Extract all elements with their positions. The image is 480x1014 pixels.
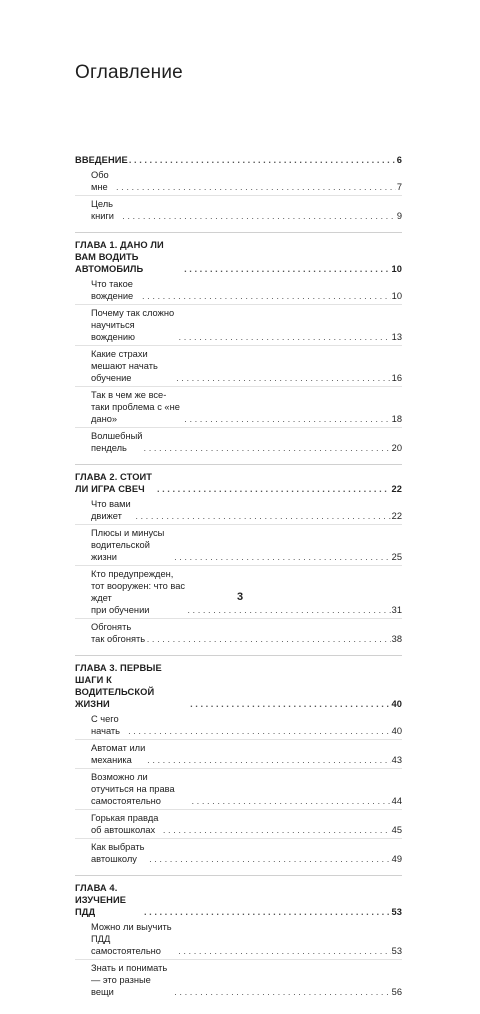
- dot-leader: [128, 725, 391, 737]
- entry-title: Что вами движет: [91, 499, 131, 521]
- entry-title: Возможно ли отучиться на права самостоятельно: [91, 772, 175, 806]
- toc-entry[interactable]: [75, 169, 402, 196]
- toc-entry[interactable]: [75, 430, 402, 456]
- entry-title: Знать и понимать — это разные вещи: [91, 963, 168, 997]
- toc-entry[interactable]: [75, 527, 402, 566]
- entry-page: 49: [391, 854, 402, 864]
- page-title: Оглавление: [75, 62, 183, 83]
- dot-leader: [122, 210, 396, 222]
- entry-title: Кто предупрежден, тот вооружен: что вас ждет при обучении: [91, 569, 186, 615]
- toc-entry[interactable]: [75, 841, 402, 867]
- dot-leader: [174, 551, 391, 563]
- entry-page: 20: [391, 443, 402, 453]
- toc-entry[interactable]: [75, 742, 402, 769]
- entry-title: Волшебный пендель: [91, 431, 143, 453]
- dot-leader: [149, 853, 391, 865]
- entry-page: 53: [391, 946, 402, 956]
- entry-title: Так в чем же все-таки проблема с «не дано»: [91, 390, 180, 424]
- entry-title: Какие страхи мешают начать обучение: [91, 349, 158, 383]
- toc-entry[interactable]: [75, 307, 402, 346]
- toc-chapter: [75, 882, 402, 1008]
- entry-page: 25: [391, 552, 402, 562]
- dot-leader: [187, 604, 390, 616]
- entry-page: 10: [391, 291, 402, 301]
- dot-leader: [157, 483, 391, 495]
- entry-page: 9: [396, 211, 402, 221]
- dot-leader: [174, 986, 390, 998]
- toc-entry[interactable]: [75, 498, 402, 525]
- dot-leader: [135, 510, 390, 522]
- chapter-page: 53: [391, 907, 402, 917]
- page-number: 3: [236, 591, 244, 603]
- toc-chapter: [75, 239, 402, 465]
- toc-entry[interactable]: [75, 348, 402, 387]
- chapter-title: ВВЕДЕНИЕ: [75, 155, 128, 165]
- dot-leader: [178, 945, 390, 957]
- chapter-heading[interactable]: [75, 662, 402, 710]
- entry-page: 38: [391, 634, 402, 644]
- dot-leader: [142, 290, 391, 302]
- toc-entry[interactable]: [75, 962, 402, 1000]
- chapter-page: 40: [391, 699, 402, 709]
- chapter-page: 10: [391, 264, 402, 274]
- entry-title: Обгонять так обгонять: [91, 622, 146, 644]
- toc-chapter: [75, 471, 402, 656]
- entry-title: Обо мне: [91, 170, 109, 192]
- entry-title: Горькая правда об автошколах: [91, 813, 159, 835]
- toc-entry[interactable]: [75, 278, 402, 305]
- toc-entry[interactable]: [75, 921, 402, 960]
- entry-title: Что такое вождение: [91, 279, 134, 301]
- dot-leader: [184, 413, 390, 425]
- dot-leader: [184, 263, 390, 275]
- dot-leader: [163, 824, 391, 836]
- chapter-title: ГЛАВА 2. СТОИТ ЛИ ИГРА СВЕЧ: [75, 472, 153, 494]
- entry-title: Цель книги: [91, 199, 114, 221]
- entry-page: 18: [391, 414, 402, 424]
- chapter-page: 22: [391, 484, 402, 494]
- entry-title: Плюсы и минусы водительской жизни: [91, 528, 165, 562]
- chapter-page: 6: [396, 155, 402, 165]
- chapter-heading[interactable]: [75, 154, 402, 166]
- dot-leader: [147, 633, 391, 645]
- entry-page: 7: [396, 182, 402, 192]
- toc-entry[interactable]: [75, 389, 402, 428]
- dot-leader: [179, 331, 391, 343]
- chapter-heading[interactable]: [75, 882, 402, 918]
- entry-page: 44: [391, 796, 402, 806]
- toc-entry[interactable]: [75, 713, 402, 740]
- dot-leader: [116, 181, 396, 193]
- entry-title: Можно ли выучить ПДД самостоятельно: [91, 922, 172, 956]
- dot-leader: [129, 154, 396, 166]
- entry-page: 56: [391, 987, 402, 997]
- toc-entry[interactable]: [75, 771, 402, 810]
- entry-page: 31: [391, 605, 402, 615]
- toc-entry[interactable]: [75, 198, 402, 224]
- entry-page: 13: [391, 332, 402, 342]
- toc-chapter: [75, 154, 402, 233]
- dot-leader: [176, 372, 391, 384]
- entry-page: 40: [391, 726, 402, 736]
- toc-chapter: [75, 662, 402, 876]
- dot-leader: [144, 906, 390, 918]
- entry-title: Почему так сложно научиться вождению: [91, 308, 175, 342]
- dot-leader: [192, 795, 391, 807]
- entry-page: 22: [391, 511, 402, 521]
- dot-leader: [147, 754, 391, 766]
- entry-title: Как выбрать автошколу: [91, 842, 145, 864]
- dot-leader: [144, 442, 391, 454]
- chapter-title: ГЛАВА 1. ДАНО ЛИ ВАМ ВОДИТЬ АВТОМОБИЛЬ: [75, 240, 164, 274]
- entry-page: 45: [391, 825, 402, 835]
- chapter-heading[interactable]: [75, 239, 402, 275]
- chapter-title: ГЛАВА 3. ПЕРВЫЕ ШАГИ К ВОДИТЕЛЬСКОЙ ЖИЗНИ: [75, 663, 162, 709]
- toc-entry[interactable]: [75, 812, 402, 839]
- entry-page: 43: [391, 755, 402, 765]
- entry-title: С чего начать: [91, 714, 121, 736]
- toc-entry[interactable]: [75, 621, 402, 647]
- chapter-title: ГЛАВА 4. ИЗУЧЕНИЕ ПДД: [75, 883, 127, 917]
- dot-leader: [190, 698, 390, 710]
- entry-page: 16: [391, 373, 402, 383]
- entry-title: Автомат или механика: [91, 743, 146, 765]
- table-of-contents: [75, 154, 402, 1014]
- chapter-heading[interactable]: [75, 471, 402, 495]
